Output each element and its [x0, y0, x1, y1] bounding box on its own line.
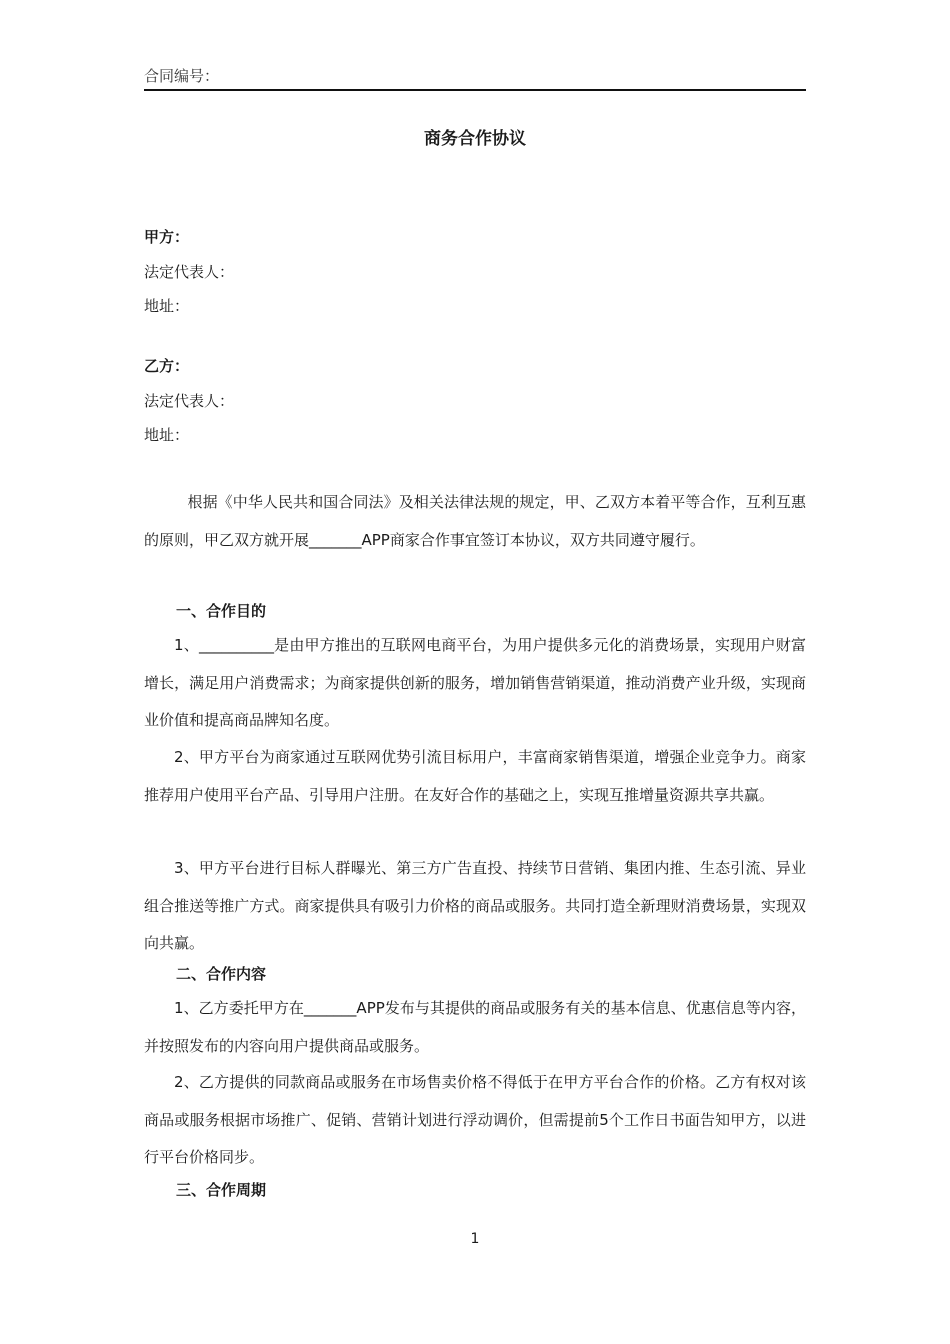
purpose-paragraph-3: 3、甲方平台进行目标人群曝光、第三方广告直投、持续节日营销、集团内推、生态引流、异业组合推送等推广方式。商家提供具有吸引力价格的商品或服务。共同打造全新理财消费场景，实现双向共赢。	[144, 859, 806, 952]
content-paragraph-1: 1、乙方委托甲方在_______APP发布与其提供的商品或服务有关的基本信息、优惠信息等内容，并按照发布的内容向用户提供商品或服务。	[144, 999, 806, 1055]
party-b-representative-label: 法定代表人：	[144, 392, 235, 410]
section-heading-period: 三、合作周期	[176, 1181, 267, 1199]
contract-number-label: 合同编号：	[144, 67, 220, 85]
party-a-address-label: 地址：	[144, 297, 190, 315]
contract-number-header	[144, 66, 806, 91]
party-b-label: 乙方：	[144, 357, 190, 375]
section-heading-content: 二、合作内容	[176, 965, 267, 983]
party-b-address-label: 地址：	[144, 426, 190, 444]
content-paragraph-2: 2、乙方提供的同款商品或服务在市场售卖价格不得低于在甲方平台合作的价格。乙方有权对该商品或服务根据市场推广、促销、营销计划进行浮动调价，但需提前5个工作日书面告知甲方，以进行平台价格同步。	[144, 1073, 806, 1166]
purpose-paragraph-1: 1、__________是由甲方推出的互联网电商平台，为用户提供多元化的消费场景，实现用户财富增长，满足用户消费需求；为商家提供创新的服务，增加销售营销渠道，推动消费产业升级，实现商业价值和提高商品牌知名度。	[144, 636, 806, 729]
party-a-representative-label: 法定代表人：	[144, 263, 235, 281]
intro-paragraph: 根据《中华人民共和国合同法》及相关法律法规的规定，甲、乙双方本着平等合作，互利互惠的原则，甲乙双方就开展_______APP商家合作事宜签订本协议，双方共同遵守履行。	[144, 493, 806, 549]
section-heading-purpose: 一、合作目的	[176, 602, 267, 620]
party-a-label: 甲方：	[144, 228, 190, 246]
purpose-paragraph-2: 2、甲方平台为商家通过互联网优势引流目标用户，丰富商家销售渠道，增强企业竞争力。商家推荐用户使用平台产品、引导用户注册。在友好合作的基础之上，实现互推增量资源共享共赢。	[144, 748, 806, 804]
page-number: 1	[470, 1231, 480, 1247]
document-title: 商务合作协议	[424, 129, 526, 149]
